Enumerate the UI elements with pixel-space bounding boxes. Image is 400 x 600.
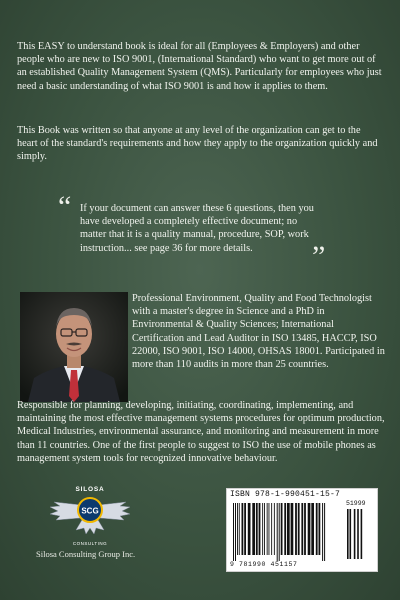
barcode-bar <box>259 503 261 555</box>
isbn-label: ISBN 978-1-990451-15-7 <box>230 490 341 499</box>
barcode-addon-bar <box>350 509 352 559</box>
pull-quote: If your document can answer these 6 questions, then you have developed a completely effective document; no matter that it is a quality manual, procedure, SOP, work instruction... see page 36 for more details. <box>80 203 314 254</box>
barcode-addon-bar <box>361 509 363 559</box>
author-photo <box>20 292 128 402</box>
author-bio-intro: Professional Environment, Quality and Food Technologist with a master's degree in Science and a PhD in Environmental & Quality Sciences; International Certification and Lead Auditor in ISO 13485, HACCP, ISO 22000, ISO 9001, ISO 14000, OHSAS 18001. Participated in more than 110 audits in more than 25 countries. <box>132 293 385 371</box>
barcode-bar <box>239 503 240 555</box>
price-code: 51999 <box>346 500 366 507</box>
barcode-bar <box>264 503 265 555</box>
publisher-name: Silosa Consulting Group Inc. <box>36 549 136 559</box>
barcode-bar <box>242 503 244 555</box>
barcode-bar <box>271 503 272 555</box>
barcode-bar <box>316 503 318 555</box>
intro-paragraph-2: This Book was written so that anyone at any level of the organization can get to the heart of the standard's requirements and how they apply to the organization quickly and simply. <box>17 125 378 163</box>
barcode-bar <box>322 503 323 561</box>
author-bio-responsibilities: Responsible for planning, developing, initiating, coordinating, implementing, and maintaining the most effective management systems procedures for optimum production, Medical Industries, environmental assurance, and monitoring and measurement in more than 11 countries. One of the first people to suggest to ISO the use of mobile phones as management system tools for recognized innovative behaviour. <box>17 400 385 464</box>
barcode-bar <box>233 503 234 561</box>
barcode-bar <box>274 503 275 555</box>
barcode-bar <box>281 503 283 555</box>
logo-sub: CONSULTING <box>72 541 108 546</box>
barcode-bar <box>284 503 286 555</box>
barcode-bar <box>267 503 268 555</box>
barcode-addon-bar <box>357 509 359 559</box>
barcode-bar <box>298 503 300 555</box>
barcode-bar <box>324 503 325 561</box>
barcode-bar <box>235 503 236 561</box>
barcode-bar <box>277 503 278 561</box>
barcode-bar <box>252 503 255 555</box>
open-quote-icon: “ <box>58 190 72 223</box>
intro-paragraph-1: This EASY to understand book is ideal for all (Employees & Employers) and other people who are new to ISO 9001, (International Standard) who want to get more out of an established Quality Management System (QMS). Particularly for employees who just need a basic understanding of what ISO 9001 is and how it applies to them. <box>17 41 382 92</box>
close-quote-icon: ” <box>312 240 326 273</box>
barcode-bar <box>256 503 258 555</box>
logo-badge-text: SCG <box>81 506 99 516</box>
barcode-bar <box>304 503 306 555</box>
barcode-bar <box>248 503 251 555</box>
barcode-digits: 9 781990 451157 <box>230 561 298 568</box>
barcode-bar <box>295 503 297 555</box>
barcode-addon-bar <box>354 509 356 559</box>
barcode-bar <box>237 503 238 555</box>
barcode-bar <box>311 503 314 555</box>
barcode-bar <box>244 503 246 555</box>
logo-word: SILOSA <box>75 486 105 493</box>
barcode-bar <box>287 503 290 555</box>
barcode-bar <box>291 503 294 555</box>
barcode-bar <box>269 503 270 555</box>
barcode-bar <box>279 503 280 561</box>
barcode-bar <box>308 503 311 555</box>
barcode-addon-bar <box>347 509 349 559</box>
barcode-bar <box>301 503 303 555</box>
barcode-bar <box>319 503 321 555</box>
barcode-bar <box>262 503 263 555</box>
